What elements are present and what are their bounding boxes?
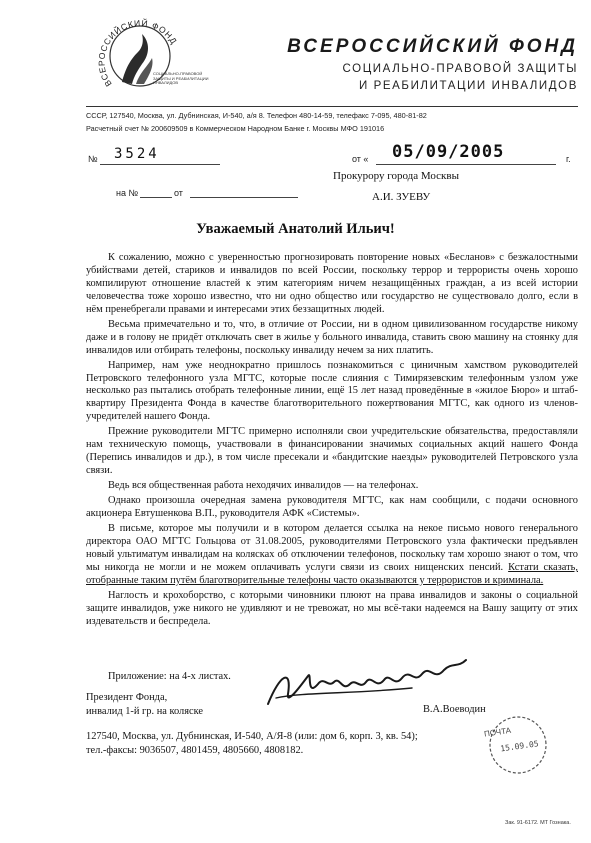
print-mark: Зак. 91-6172. МТ Гознака. <box>505 820 571 826</box>
recipient-title: Прокурору города Москвы <box>333 170 459 182</box>
logo-caption: СОЦИАЛЬНО-ПРАВОВОЙ ЗАЩИТЫ И РЕАБИЛИТАЦИИ ИНВАЛИДОВ <box>153 71 209 86</box>
letter-body <box>86 252 578 631</box>
paragraph: Прежние руководители МГТС примерно исполняли свои учредительские обязательства, предоставляли нам техническую помощь, участвовали в финансировании значимых социальных акций нашего Фонда (Перепись инвалидов и др.), в том числе пресекали и «бандитские наезды» руководителей Петровского узла связи. <box>86 426 578 477</box>
organization-subtitle-line2: И РЕАБИЛИТАЦИИ ИНВАЛИДОВ <box>358 80 578 92</box>
paragraph: Наглость и крохоборство, с которыми чиновники плюют на права инвалидов и законы о социальной защите инвалидов, уже никого не удивляют и не тревожат, но мы всё-таки надеемся на Вашу защиту от этих издевательств и беспредела. <box>86 589 578 627</box>
paragraph: Ведь вся общественная работа неходячих инвалидов — на телефонах. <box>108 480 419 492</box>
paragraph: Например, нам уже неоднократно пришлось познакомиться с циничным хамством руководителей Петровского телефонного узла МГТС, которые после слияния с Тимирязевским телефонным узлом уже несколько раз пытались отобрать телефонные линии, ещё 15 лет назад проведённые в «жилое Бюро» и штаб-квартиру Президента Фонда в качестве благотворительного пожертвования МГТС, как одного из членов-учредителей нашего Фонда. <box>86 359 578 423</box>
stamp-date: 15.09.05 <box>499 739 540 754</box>
enclosure-note: Приложение: на 4-х листах. <box>108 671 231 682</box>
date-line <box>376 164 556 165</box>
president-subtitle: инвалид 1-й гр. на коляске <box>86 706 204 717</box>
greeting: Уважаемый Анатолий Ильич! <box>196 221 395 237</box>
outgoing-number-label: № <box>88 154 98 164</box>
outgoing-number: 3524 <box>114 146 160 162</box>
president-title: Президент Фонда, <box>86 692 168 703</box>
underlined-statement: Кстати сказать, отобранные таким путём благотворительные телефоны часто оказываются у террористов и криминала. <box>86 561 578 586</box>
recipient-name: А.И. ЗУЕВУ <box>372 191 431 203</box>
footer-address: 127540, Москва, ул. Дубнинская, И-540, А/Я-8 (или: дом 6, корп. 3, кв. 54); <box>86 731 418 742</box>
foundation-logo <box>92 8 188 104</box>
paragraph <box>86 523 578 588</box>
header-address: СССР, 127540, Москва, ул. Дубнинская, И-540, а/я 8. Телефон 480-14-59, телефакс 7-095, 480-81-82 <box>86 111 427 120</box>
reply-number-line <box>140 197 172 198</box>
logo-ring-text: ВСЕРОССИЙСКИЙ ФОНД <box>96 17 180 89</box>
postal-stamp <box>470 712 566 778</box>
paragraph: К сожалению, можно с уверенностью прогнозировать повторение новых «Бесланов» с безжалостными убийствами детей, стариков и инвалидов по всей России, поскольку террор и террористы очень хорошо компилируют отношение властей к этим категориям ничем незащищённых граждан, а из всей истории человечества тоже хорошо известно, что ни одно общество или государство не существовало долго, если в нём пренебрегали правами и интересами этих беззащитных людей. <box>86 252 578 315</box>
header-divider <box>86 106 578 107</box>
organization-subtitle-line1: СОЦИАЛЬНО-ПРАВОВОЙ ЗАЩИТЫ <box>342 63 578 75</box>
paragraph-text: В письме, которое мы получили и в котором делается ссылка на некое письмо нового генерального директора ОАО МГТС Гольцова от 31.08.2005, руководителями Петровского узла фактически предъявлен новый ультиматум инвалидам на колясках об отключении телефонов, поскольку там хорошо знают о том, что мы никогда не могли и не можем оплачивать услуги связи из своих нищенских пенсий. <box>86 523 578 573</box>
outgoing-date: 05/09/2005 <box>392 142 505 162</box>
reply-number-label: на № <box>116 188 139 198</box>
paragraph: Весьма примечательно и то, что, в отличие от России, ни в одном цивилизованном государстве никому даже и в голову не придёт отключать свет в жилье у больного инвалида, ставить свою машину на стоянку для инвалидов или отбирать телефоны, поскольку инвалиду нечем за них платить. <box>86 318 578 356</box>
organization-title: ВСЕРОССИЙСКИЙ ФОНД <box>287 36 578 57</box>
outgoing-number-line <box>100 164 220 165</box>
paragraph: Однако произошла очередная замена руководителя МГТС, как нам сообщили, с подачи основного акционера Евтушенкова В.П., руководителя АФК «Системы». <box>86 495 578 520</box>
year-suffix: г. <box>566 154 571 164</box>
footer-phones: тел.-факсы: 9036507, 4801459, 4805660, 4808182. <box>86 745 304 756</box>
stamp-top-text: ПОЧТА <box>483 725 512 739</box>
date-label: от « <box>352 154 369 164</box>
signer-name: В.А.Воеводин <box>423 704 486 715</box>
header-bank-account: Расчетный счет № 200609509 в Коммерческом Народном Банке г. Москвы МФО 191016 <box>86 124 385 133</box>
reply-date-label: от <box>174 188 183 198</box>
reply-date-line <box>190 197 298 198</box>
